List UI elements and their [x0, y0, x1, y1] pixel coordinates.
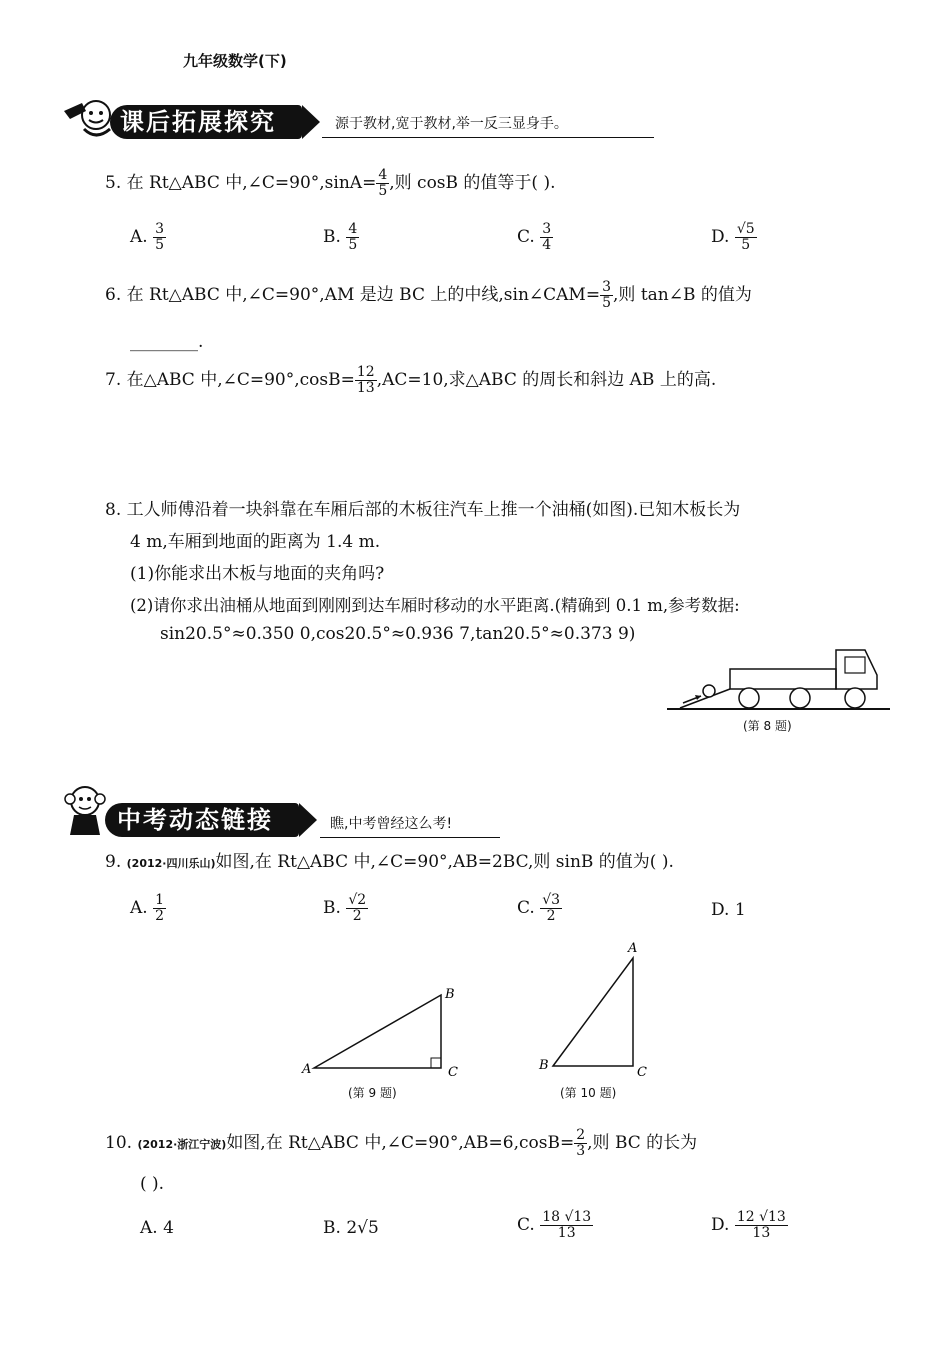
- q10-option-b: B. 2√5: [323, 1218, 379, 1238]
- q9-option-b: B. $\frac{√2}{2}$: [323, 892, 367, 924]
- question-source: (2012·浙江宁波): [137, 1138, 227, 1151]
- q9-option-d: D. 1: [711, 900, 746, 920]
- figure-8-caption: (第 8 题): [743, 719, 792, 733]
- section-banner-extension: [60, 105, 660, 139]
- vertex-label-a: A: [302, 1062, 312, 1077]
- figure-10-caption: (第 10 题): [560, 1086, 617, 1100]
- q10-option-a: A. 4: [140, 1218, 174, 1238]
- vertex-label-c: C: [637, 1065, 647, 1080]
- section-slogan: 瞧,中考曾经这么考!: [330, 816, 453, 832]
- question-6: 6. 在 Rt△ABC 中,∠C=90°,AM 是边 BC 上的中线,sin∠CAM= $\frac{3}{5}$ ,则 tan∠B 的值为: [105, 279, 752, 311]
- question-8-reference-data: sin20.5°≈0.350 0,cos20.5°≈0.936 7,tan20.5°≈0.373 9): [160, 624, 636, 644]
- q6-answer-blank: ________.: [130, 332, 204, 352]
- question-10: 10. (2012·浙江宁波)如图,在 Rt△ABC 中,∠C=90°,AB=6,cosB= $\frac{2}{3}$ ,则 BC 的长为: [105, 1127, 698, 1159]
- figure-9-triangle: [298, 982, 468, 1082]
- vertex-label-b: B: [539, 1058, 549, 1073]
- q10-option-d: D. $\frac{12 √13}{13}$: [711, 1209, 786, 1241]
- question-9: 9. (2012·四川乐山)如图,在 Rt△ABC 中,∠C=90°,AB=2BC,则 sinB 的值为( ).: [105, 852, 674, 872]
- question-5: 5. 在 Rt△ABC 中,∠C=90°,sinA= $\frac{4}{5}$ ,则 cosB 的值等于( ).: [105, 167, 556, 199]
- section-title: 课后拓展探究: [110, 105, 302, 139]
- q5-option-c: C. $\frac{3}{4}$: [517, 221, 552, 253]
- q5-option-a: A. $\frac{3}{5}$: [130, 221, 165, 253]
- figure-9-caption: (第 9 题): [348, 1086, 397, 1100]
- figure-10-triangle: [535, 938, 655, 1083]
- q9-option-c: C. $\frac{√3}{2}$: [517, 892, 561, 924]
- q5-option-b: B. $\frac{4}{5}$: [323, 221, 358, 253]
- question-8-part1: (1)你能求出木板与地面的夹角吗?: [130, 564, 385, 584]
- section-slogan: 源于教材,宽于教材,举一反三显身手。: [335, 116, 568, 132]
- truck-ramp-figure: [665, 645, 895, 715]
- question-8: 8. 工人师傅沿着一块斜靠在车厢后部的木板往汽车上推一个油桶(如图).已知木板长为: [105, 500, 741, 520]
- question-8-part2: (2)请你求出油桶从地面到刚刚到达车厢时移动的水平距离.(精确到 0.1 m,参考数据:: [130, 596, 740, 615]
- section-title: 中考动态链接: [105, 803, 299, 837]
- vertex-label-b: B: [445, 987, 455, 1002]
- q9-option-a: A. $\frac{1}{2}$: [130, 892, 165, 924]
- q5-option-d: D. $\frac{√5}{5}$: [711, 221, 755, 253]
- question-7: 7. 在△ABC 中,∠C=90°,cosB= $\frac{12}{13}$ ,AC=10,求△ABC 的周长和斜边 AB 上的高.: [105, 364, 717, 396]
- question-10-answer-bracket: ( ).: [140, 1174, 165, 1194]
- vertex-label-a: A: [628, 941, 638, 956]
- question-source: (2012·四川乐山): [126, 857, 216, 870]
- question-8-line2: 4 m,车厢到地面的距离为 1.4 m.: [130, 532, 381, 552]
- vertex-label-c: C: [448, 1065, 458, 1080]
- section-banner-exam: [60, 803, 540, 837]
- page-header: 九年级数学(下): [183, 52, 287, 70]
- q10-option-c: C. $\frac{18 √13}{13}$: [517, 1209, 592, 1241]
